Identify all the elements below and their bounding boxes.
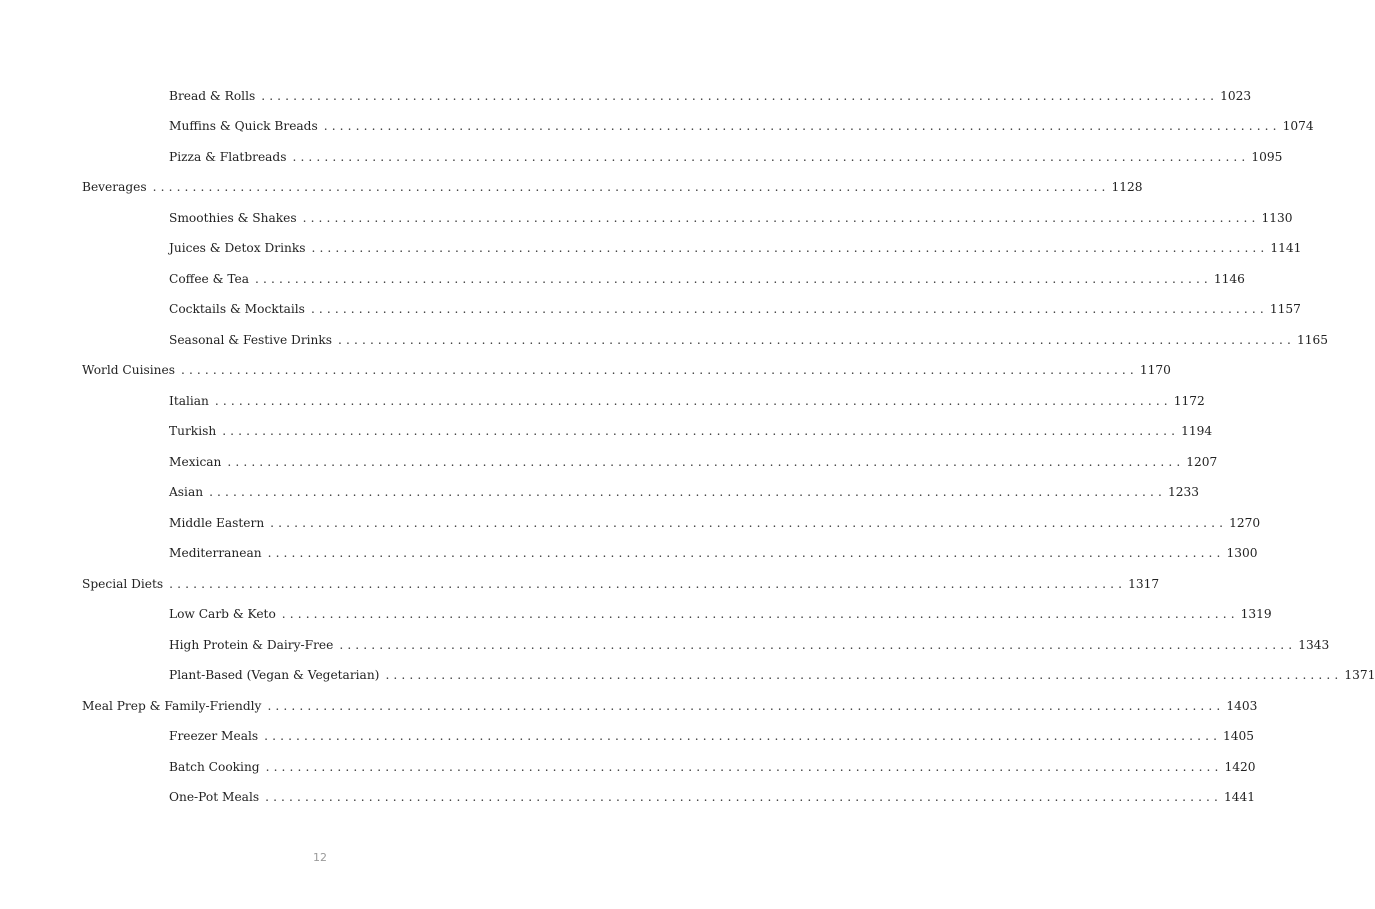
dot-leader: ........................................................................................................................: [169, 577, 1127, 591]
toc-entry[interactable]: [169, 391, 1205, 411]
dot-leader: ........................................................................................................................: [209, 485, 1166, 499]
toc-entry-title: Muffins & Quick Breads: [169, 119, 318, 133]
toc-entry-title: Smoothies & Shakes: [169, 211, 297, 225]
dot-leader: ........................................................................................................................: [265, 790, 1222, 804]
dot-leader: ........................................................................................................................: [323, 119, 1281, 133]
toc-entry-page: 1317: [1128, 577, 1160, 591]
dot-leader: ........................................................................................................................: [339, 638, 1297, 652]
toc-entry-title: Mediterranean: [169, 546, 262, 560]
toc-entry-page: 1194: [1181, 424, 1213, 438]
toc-entry-title: Seasonal & Festive Drinks: [169, 333, 333, 347]
dot-leader: ........................................................................................................................: [302, 211, 1260, 225]
dot-leader: ........................................................................................................................: [338, 333, 1295, 347]
toc-entry-title: Freezer Meals: [169, 729, 259, 743]
toc-entry-page: 1095: [1251, 150, 1283, 164]
toc-entry[interactable]: [169, 543, 1258, 563]
toc-entry[interactable]: [169, 330, 1328, 350]
dot-leader: ........................................................................................................................: [267, 699, 1225, 713]
dot-leader: ........................................................................................................................: [310, 302, 1268, 316]
toc-entry-title: Asian: [169, 485, 204, 499]
dot-leader: ........................................................................................................................: [270, 516, 1228, 530]
toc-entry-page: 1441: [1224, 790, 1256, 804]
toc-entry[interactable]: [169, 787, 1256, 807]
toc-entry-page: 1023: [1220, 89, 1252, 103]
toc-entry[interactable]: [169, 238, 1302, 258]
toc-entry-title: Turkish: [169, 424, 217, 438]
toc-entry[interactable]: [169, 299, 1301, 319]
toc-entry-title: Plant-Based (Vegan & Vegetarian): [169, 668, 380, 682]
toc-entry-page: 1300: [1226, 546, 1258, 560]
toc-entry-page: 1405: [1223, 729, 1255, 743]
toc-entry-title: Bread & Rolls: [169, 89, 256, 103]
toc-entry[interactable]: [169, 269, 1245, 289]
toc-entry-title: Meal Prep & Family-Friendly: [82, 699, 262, 713]
dot-leader: ........................................................................................................................: [385, 668, 1343, 682]
toc-entry[interactable]: [82, 574, 1160, 594]
toc-entry-page: 1165: [1296, 333, 1328, 347]
toc-entry[interactable]: [169, 726, 1255, 746]
toc-entry-page: 1233: [1167, 485, 1199, 499]
toc-entry-page: 1371: [1344, 668, 1375, 682]
toc-entry[interactable]: [169, 635, 1330, 655]
toc-entry-page: 1403: [1226, 699, 1258, 713]
toc-entry-title: Middle Eastern: [169, 516, 265, 530]
toc-entry-title: High Protein & Dairy-Free: [169, 638, 334, 652]
toc-entry-page: 1074: [1282, 119, 1314, 133]
toc-entry[interactable]: [169, 513, 1261, 533]
toc-entry[interactable]: [82, 696, 1258, 716]
toc-entry-title: Italian: [169, 394, 209, 408]
toc-entry[interactable]: [82, 360, 1171, 380]
page-number: 12: [313, 851, 327, 864]
toc-entry-title: Batch Cooking: [169, 760, 260, 774]
toc-entry[interactable]: [169, 604, 1272, 624]
toc-entry-title: Juices & Detox Drinks: [169, 241, 306, 255]
toc-entry-page: 1172: [1173, 394, 1205, 408]
dot-leader: ........................................................................................................................: [227, 455, 1185, 469]
toc-entry-title: Beverages: [82, 180, 147, 194]
toc-entry-page: 1343: [1298, 638, 1330, 652]
toc-entry[interactable]: [82, 177, 1143, 197]
toc-entry-page: 1130: [1261, 211, 1293, 225]
dot-leader: ........................................................................................................................: [255, 272, 1212, 286]
dot-leader: ........................................................................................................................: [292, 150, 1250, 164]
toc-entry-page: 1319: [1240, 607, 1272, 621]
toc-entry-title: Mexican: [169, 455, 222, 469]
toc-entry-title: Pizza & Flatbreads: [169, 150, 287, 164]
dot-leader: ........................................................................................................................: [264, 729, 1222, 743]
dot-leader: ........................................................................................................................: [214, 394, 1172, 408]
toc-entry[interactable]: [169, 421, 1213, 441]
dot-leader: ........................................................................................................................: [222, 424, 1180, 438]
toc-entry-page: 1157: [1269, 302, 1301, 316]
toc-entry-title: Coffee & Tea: [169, 272, 250, 286]
dot-leader: ........................................................................................................................: [265, 760, 1223, 774]
dot-leader: ........................................................................................................................: [311, 241, 1269, 255]
toc-entry-page: 1420: [1224, 760, 1256, 774]
toc-entry-page: 1170: [1139, 363, 1171, 377]
dot-leader: ........................................................................................................................: [152, 180, 1110, 194]
toc-entry-page: 1141: [1270, 241, 1302, 255]
toc-entry-title: Cocktails & Mocktails: [169, 302, 305, 316]
dot-leader: ........................................................................................................................: [261, 89, 1219, 103]
toc-entry-title: Low Carb & Keto: [169, 607, 276, 621]
toc-entry[interactable]: [169, 86, 1252, 106]
toc-entry-page: 1270: [1229, 516, 1261, 530]
toc-entry-page: 1146: [1213, 272, 1245, 286]
toc-entry-title: One-Pot Meals: [169, 790, 260, 804]
toc-entry[interactable]: [169, 452, 1218, 472]
toc-entry[interactable]: [169, 757, 1256, 777]
dot-leader: ........................................................................................................................: [281, 607, 1239, 621]
dot-leader: ........................................................................................................................: [267, 546, 1225, 560]
toc-entry[interactable]: [169, 665, 1375, 685]
dot-leader: ........................................................................................................................: [180, 363, 1138, 377]
toc-entry[interactable]: [169, 116, 1314, 136]
toc-entry[interactable]: [169, 208, 1293, 228]
toc-entry-title: Special Diets: [82, 577, 164, 591]
toc-entry[interactable]: [169, 147, 1283, 167]
toc-entry-page: 1207: [1186, 455, 1218, 469]
toc-entry-title: World Cuisines: [82, 363, 175, 377]
toc-entry[interactable]: [169, 482, 1199, 502]
toc-entry-page: 1128: [1111, 180, 1143, 194]
